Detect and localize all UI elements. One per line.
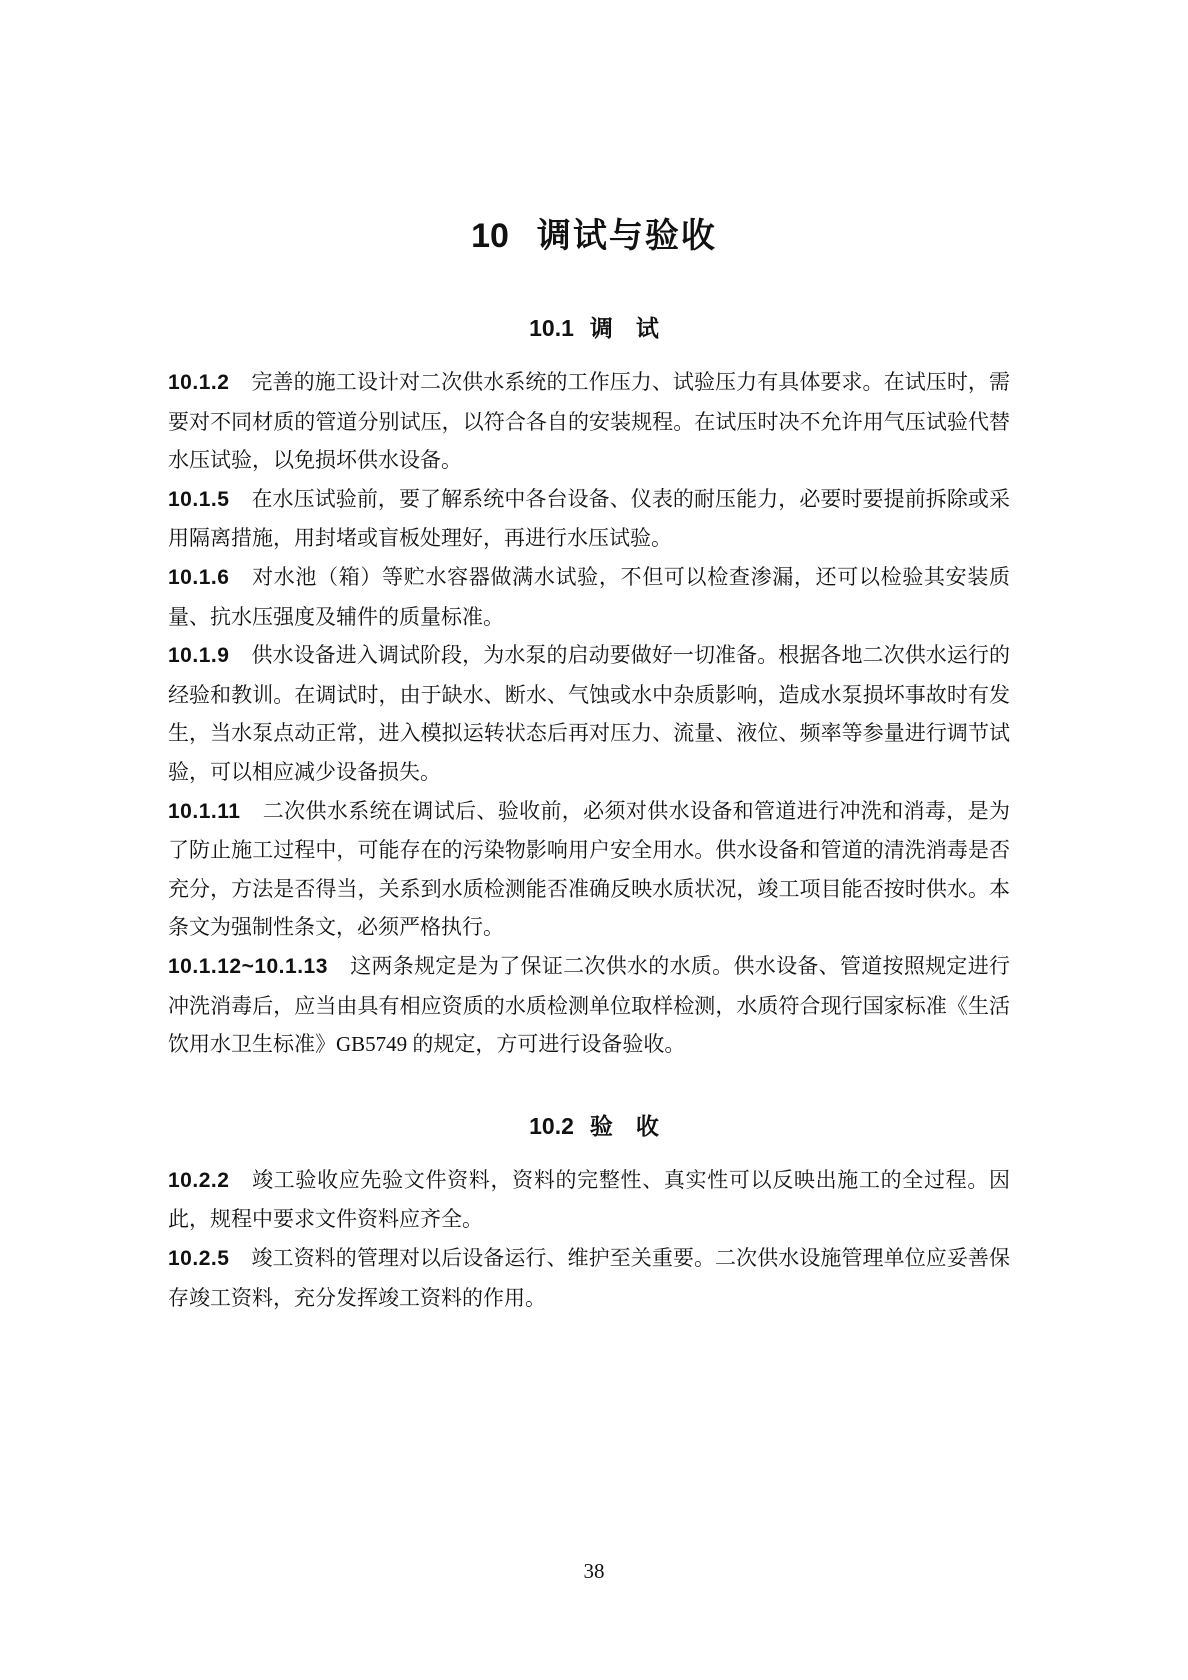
chapter-title	[0, 215, 1188, 257]
chapter-number: 10	[471, 217, 509, 255]
clause-text: 供水设备进入调试阶段，为水泵的启动要做好一切准备。根据各地二次供水运行的经验和教训。在调试时，由于缺水、断水、气蚀或水中杂质影响，造成水泵损坏事故时有发生，当水泵点动正常，进入模拟运转状态后再对压力、流量、液位、频率等参量进行调节试验，可以相应减少设备损失。	[168, 643, 1010, 785]
clause-number: 10.1.6	[168, 566, 230, 590]
section-number: 10.2	[529, 1112, 574, 1139]
clause-number: 10.1.11	[168, 799, 241, 823]
clause-number: 10.1.12~10.1.13	[168, 954, 328, 978]
clause-text: 对水池（箱）等贮水容器做满水试验，不但可以检查渗漏，还可以检验其安装质量、抗水压强度及辅件的质量标准。	[168, 565, 1010, 629]
clause-text: 在水压试验前，要了解系统中各台设备、仪表的耐压能力，必要时要提前拆除或采用隔离措施，用封堵或盲板处理好，再进行水压试验。	[168, 486, 1010, 551]
section-heading-10-1	[0, 312, 1188, 344]
clause-text: 竣工验收应先验文件资料，资料的完整性、真实性可以反映出施工的全过程。因此，规程中要求文件资料应齐全。	[168, 1167, 1010, 1232]
clause-text: 完善的施工设计对二次供水系统的工作压力、试验压力有具体要求。在试压时，需要对不同材质的管道分别试压，以符合各自的安装规程。在试压时决不允许用气压试验代替水压试验，以免损坏供水设备。	[168, 370, 1010, 473]
section-title-text: 调 试	[589, 315, 659, 341]
section-heading-10-2	[0, 1110, 1188, 1142]
clause	[168, 947, 1010, 1064]
section-10-2-body	[168, 1161, 1010, 1317]
clause-number: 10.2.2	[168, 1168, 230, 1192]
clause-number: 10.2.5	[168, 1247, 230, 1271]
clause-text: 竣工资料的管理对以后设备运行、维护至关重要。二次供水设施管理单位应妥善保存竣工资料，充分发挥竣工资料的作用。	[168, 1246, 1010, 1310]
clause	[168, 792, 1010, 947]
clause	[168, 558, 1010, 636]
clause-text: 这两条规定是为了保证二次供水的水质。供水设备、管道按照规定进行冲洗消毒后，应当由具有相应资质的水质检测单位取样检测，水质符合现行国家标准《生活饮用水卫生标准》GB5749 的规定，方可进行设备验收。	[168, 953, 1010, 1057]
clause-number: 10.1.9	[168, 644, 230, 668]
clause-number: 10.1.2	[168, 371, 230, 395]
clause	[168, 480, 1010, 558]
section-10-1-body	[168, 363, 1010, 1064]
chapter-title-text: 调试与验收	[536, 217, 717, 255]
clause-text: 二次供水系统在调试后、验收前，必须对供水设备和管道进行冲洗和消毒，是为了防止施工过程中，可能存在的污染物影响用户安全用水。供水设备和管道的清洗消毒是否充分，方法是否得当，关系到水质检测能否准确反映水质状况，竣工项目能否按时供水。本条文为强制性条文，必须严格执行。	[168, 798, 1010, 940]
clause	[168, 1161, 1010, 1239]
clause	[168, 636, 1010, 791]
section-number: 10.1	[529, 315, 574, 341]
clause	[168, 363, 1010, 480]
clause-number: 10.1.5	[168, 487, 230, 511]
page-number: 38	[583, 1559, 605, 1583]
clause	[168, 1239, 1010, 1317]
section-title-text: 验 收	[589, 1112, 659, 1139]
